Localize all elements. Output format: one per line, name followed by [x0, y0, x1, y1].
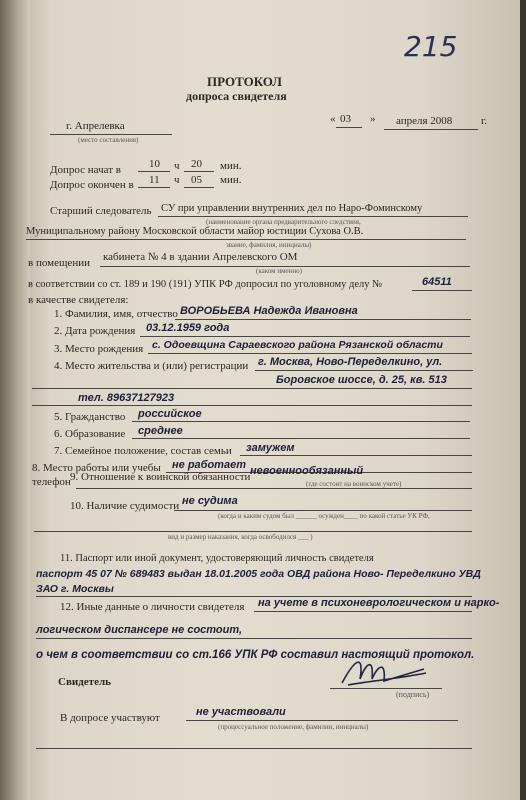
work-value: не работает	[172, 459, 246, 471]
participants-value: не участвовали	[196, 706, 286, 718]
date-day-underline	[336, 127, 362, 128]
case-number: 64511	[422, 276, 452, 288]
investigator-caption1: (наименование органа предварительного следствия,	[206, 218, 361, 226]
witness-signature-image	[334, 651, 434, 693]
date-month-year: апреля 2008	[396, 115, 453, 127]
name-underline	[175, 319, 471, 320]
document-subtitle: допроса свидетеля	[186, 89, 287, 103]
investigator-lead: Старший следователь	[50, 205, 152, 217]
end-minute-unit: мин.	[220, 174, 242, 186]
other-data-value-1: на учете в психоневрологическом и нарко-	[258, 597, 500, 609]
start-hour-underline	[138, 171, 170, 172]
work-phone-underline	[76, 488, 472, 489]
witness-signature-label: Свидетель	[58, 676, 111, 688]
end-minute-underline	[184, 187, 214, 188]
investigator-caption2: звание, фамилия, инициалы)	[226, 241, 312, 249]
law-text: в соответствии со ст. 189 и 190 (191) УПК РФ допросил по уголовному делу №	[28, 279, 383, 290]
witness-lead: в качестве свидетеля:	[28, 294, 129, 306]
start-label: Допрос начат в	[50, 164, 122, 176]
end-hour-unit: ч	[174, 174, 180, 186]
date-day: 03	[340, 113, 351, 125]
residence-label: 4. Место жительства и (или) регистрации	[54, 360, 249, 372]
criminal-record-label: 10. Наличие судимости	[70, 500, 180, 512]
dob-underline	[140, 336, 470, 337]
criminal-record-underline-2	[34, 531, 472, 532]
start-minute: 20	[191, 158, 202, 170]
participants-underline-2	[36, 748, 472, 749]
place-caption: (место составления)	[78, 136, 139, 144]
criminal-record-caption: (когда и каким судом был ______ осужден____ по какой статье УК РФ,	[218, 512, 430, 520]
date-open-quote: «	[330, 113, 336, 125]
place-underline	[50, 134, 172, 135]
residence-value-2: Боровское шоссе, д. 25, кв. 513	[276, 374, 447, 386]
signature-caption: (подпись)	[396, 690, 430, 699]
case-number-underline	[412, 290, 472, 291]
start-hour: 10	[149, 158, 160, 170]
end-hour: 11	[149, 174, 160, 186]
participants-caption: (процессуальное положение, фамилии, инициалы)	[218, 723, 369, 731]
investigator-line1: СУ при управлении внутренних дел по Наро-Фоминскому	[161, 203, 423, 214]
dob-value: 03.12.1959 года	[146, 322, 230, 334]
passport-value-1: паспорт 45 07 № 689483 выдан 18.01.2005 года ОВД района Ново- Переделкино УВД	[36, 568, 481, 580]
criminal-record-caption-2: вид и размер наказания, когда освободился ___ )	[168, 533, 313, 541]
education-label: 6. Образование	[54, 428, 126, 440]
start-minute-unit: мин.	[220, 160, 242, 172]
family-label: 7. Семейное положение, состав семьи	[54, 445, 232, 457]
citizenship-underline	[132, 421, 470, 422]
investigator-line2: Муниципальному району Московской области майор юстиции Сухова О.В.	[26, 226, 364, 237]
room-caption: (каком именно)	[256, 267, 302, 275]
military-label: 9. Отношение к воинской обязанности	[70, 471, 251, 483]
start-minute-underline	[184, 171, 214, 172]
page-number-handwritten: 215	[404, 30, 458, 63]
citizenship-label: 5. Гражданство	[54, 411, 126, 423]
phone-underline	[32, 405, 472, 406]
citizenship-value: российское	[138, 408, 202, 420]
pob-value: с. Одоевщина Сараевского района Рязанской области	[152, 339, 443, 351]
military-caption: (где состоит на воинском учете)	[306, 480, 402, 488]
name-value: ВОРОБЬЕВА Надежда Ивановна	[180, 305, 358, 317]
phone-value: тел. 89637127923	[78, 392, 175, 404]
room-label: в помещении	[28, 257, 90, 269]
other-data-underline-2	[36, 638, 472, 639]
passport-value-2: ЗАО г. Москвы	[36, 583, 114, 595]
participants-label: В допросе участвуют	[60, 712, 160, 724]
work-label: 8. Место работы или учебы	[32, 462, 161, 474]
document-title: ПРОТОКОЛ	[207, 74, 282, 89]
start-hour-unit: ч	[174, 160, 180, 172]
investigator-underline2	[26, 239, 466, 240]
end-label: Допрос окончен в	[50, 179, 134, 191]
dob-label: 2. Дата рождения	[54, 325, 136, 337]
page-binding-shadow	[0, 0, 30, 800]
education-underline	[132, 438, 470, 439]
other-data-underline-1	[254, 611, 472, 612]
room-value: кабинета № 4 в здании Апрелевского ОМ	[103, 251, 298, 263]
family-value: замужем	[246, 442, 295, 454]
closing-statement: о чем в соответствии со ст.166 УПК РФ составил настоящий протокол.	[36, 649, 475, 661]
participants-underline	[186, 720, 458, 721]
phone-label: телефон	[32, 476, 71, 488]
date-suffix: г.	[481, 115, 488, 127]
place-value: г. Апрелевка	[66, 120, 125, 132]
other-data-value-2: логическом диспансере не состоит,	[36, 624, 243, 636]
end-hour-underline	[138, 187, 170, 188]
family-underline	[240, 455, 472, 456]
name-label: 1. Фамилия, имя, отчество	[54, 308, 178, 320]
residence-value-1: г. Москва, Ново-Переделкино, ул.	[258, 356, 443, 368]
end-minute: 05	[191, 174, 202, 186]
pob-underline	[148, 353, 472, 354]
other-data-label: 12. Иные данные о личности свидетеля	[60, 601, 245, 613]
investigator-underline1	[158, 216, 468, 217]
date-month-underline	[384, 129, 478, 130]
residence-underline-2	[32, 388, 472, 389]
military-value: невоеннообязанный	[250, 465, 364, 477]
education-value: среднее	[138, 425, 183, 437]
criminal-record-underline	[174, 510, 472, 511]
date-close-quote: »	[370, 113, 376, 125]
criminal-record-value: не судима	[182, 495, 238, 507]
pob-label: 3. Место рождения	[54, 343, 144, 355]
passport-label: 11. Паспорт или иной документ, удостоверяющий личность свидетеля	[60, 553, 374, 564]
witness-signature-underline	[330, 688, 442, 689]
residence-underline-1	[255, 370, 473, 371]
